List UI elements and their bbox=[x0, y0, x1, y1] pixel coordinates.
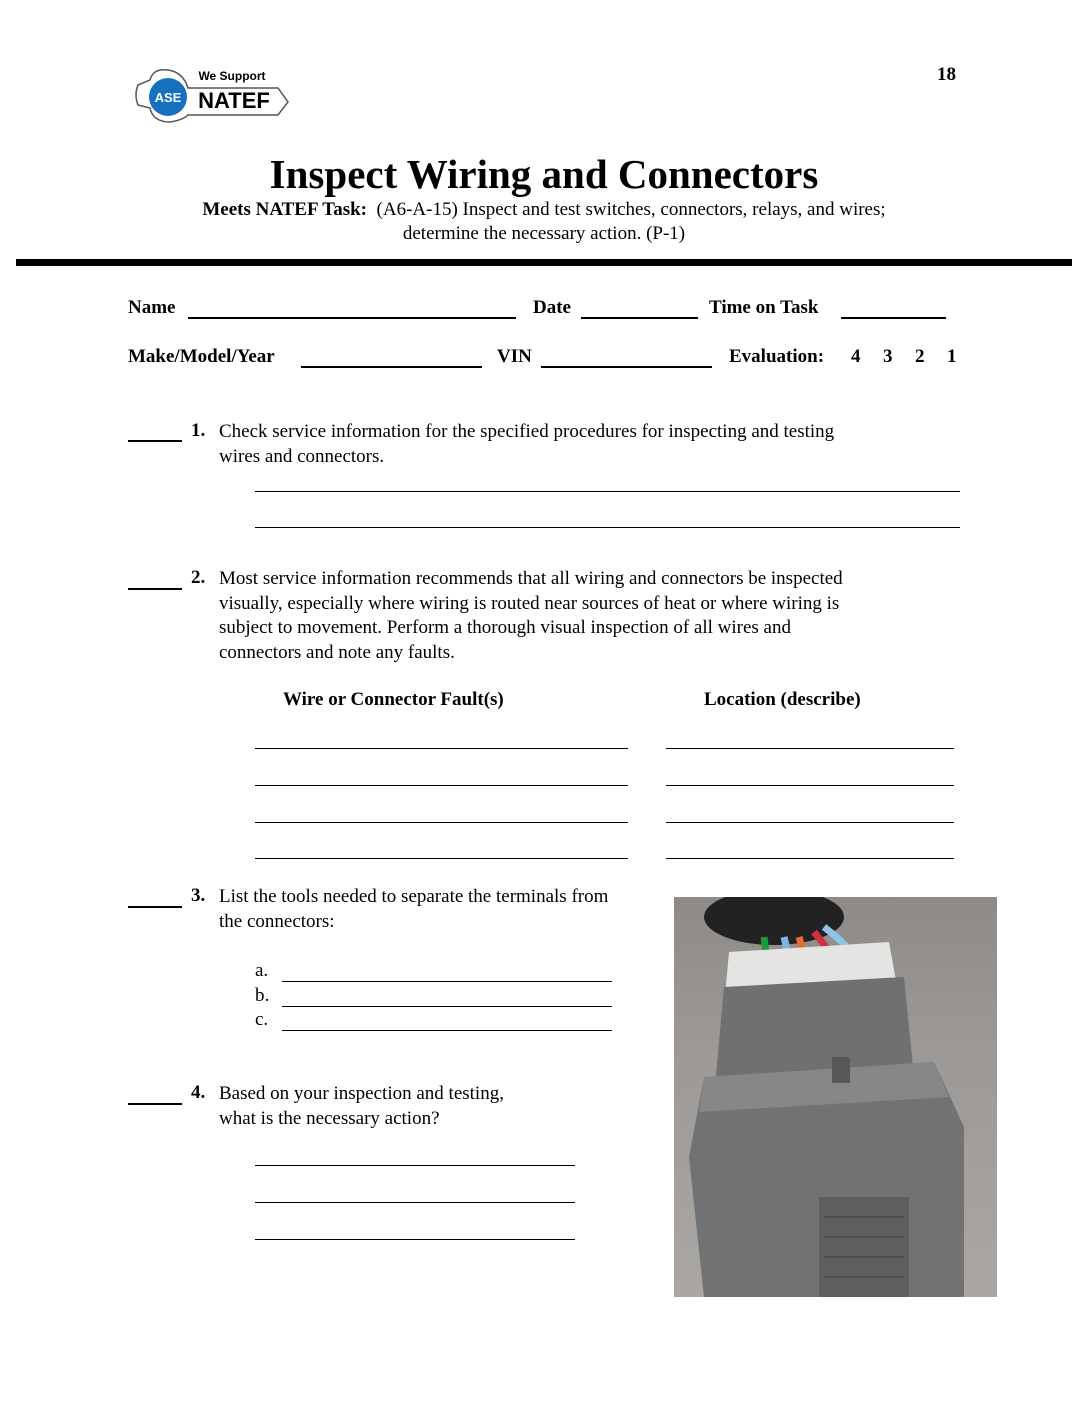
location-line[interactable] bbox=[666, 822, 954, 823]
step-3-text bbox=[219, 885, 608, 934]
answer-line[interactable] bbox=[255, 491, 960, 492]
task-text: (A6-A-15) Inspect and test switches, connectors, relays, and wires; bbox=[376, 199, 886, 220]
fault-line[interactable] bbox=[255, 858, 628, 859]
page-number: 18 bbox=[937, 64, 956, 85]
svg-text:ASE: ASE bbox=[154, 90, 182, 105]
tool-c-label: c. bbox=[255, 1009, 269, 1030]
location-line[interactable] bbox=[666, 858, 954, 859]
task-label: Meets NATEF Task: bbox=[202, 199, 368, 220]
tool-a-label: a. bbox=[255, 960, 269, 981]
score-3[interactable]: 3 bbox=[883, 346, 893, 367]
connector-photo bbox=[674, 897, 997, 1297]
step-1-text bbox=[219, 420, 834, 469]
text-line: the connectors: bbox=[219, 910, 335, 932]
step-4-check[interactable] bbox=[128, 1103, 182, 1105]
natef-logo bbox=[128, 60, 298, 145]
step-3-number: 3. bbox=[191, 885, 206, 906]
name-label: Name bbox=[128, 297, 176, 318]
make-label: Make/Model/Year bbox=[128, 346, 275, 367]
step-4-text bbox=[219, 1082, 504, 1131]
svg-text:NATEF: NATEF bbox=[198, 88, 270, 113]
date-label: Date bbox=[533, 297, 571, 318]
page-title: Inspect Wiring and Connectors bbox=[269, 151, 819, 197]
task-line-1 bbox=[0, 199, 1088, 221]
score-4[interactable]: 4 bbox=[851, 346, 861, 367]
make-field[interactable] bbox=[301, 366, 482, 368]
text-line: connectors and note any faults. bbox=[219, 641, 455, 663]
answer-line[interactable] bbox=[255, 527, 960, 528]
location-line[interactable] bbox=[666, 785, 954, 786]
score-2[interactable]: 2 bbox=[915, 346, 925, 367]
text-line: wires and connectors. bbox=[219, 445, 385, 467]
text-line: List the tools needed to separate the terminals from bbox=[219, 886, 609, 907]
text-line: Based on your inspection and testing, bbox=[219, 1083, 504, 1104]
time-field[interactable] bbox=[841, 317, 946, 319]
location-column-header: Location (describe) bbox=[704, 689, 861, 710]
fault-line[interactable] bbox=[255, 785, 628, 786]
text-line: Check service information for the specified procedures for inspecting and testing bbox=[219, 421, 835, 442]
step-1-number: 1. bbox=[191, 420, 206, 441]
name-field[interactable] bbox=[188, 317, 516, 319]
task-line-2: determine the necessary action. (P-1) bbox=[402, 223, 686, 244]
time-label: Time on Task bbox=[709, 297, 819, 318]
text-line: what is the necessary action? bbox=[219, 1107, 440, 1129]
step-3-check[interactable] bbox=[128, 906, 182, 908]
fault-column-header: Wire or Connector Fault(s) bbox=[283, 689, 504, 710]
step-1-check[interactable] bbox=[128, 440, 182, 442]
tool-b-line[interactable] bbox=[282, 1006, 612, 1007]
tool-a-line[interactable] bbox=[282, 981, 612, 982]
tool-c-line[interactable] bbox=[282, 1030, 612, 1031]
tool-b-label: b. bbox=[255, 985, 270, 1006]
evaluation-label: Evaluation: bbox=[729, 346, 825, 367]
step-2-text bbox=[219, 567, 843, 665]
vin-field[interactable] bbox=[541, 366, 712, 368]
header-divider bbox=[16, 259, 1072, 266]
text-line: visually, especially where wiring is routed near sources of heat or where wiring is bbox=[219, 592, 840, 614]
step-2-check[interactable] bbox=[128, 588, 182, 590]
step-4-number: 4. bbox=[191, 1082, 206, 1103]
action-line[interactable] bbox=[255, 1202, 575, 1203]
text-line: subject to movement. Perform a thorough visual inspection of all wires and bbox=[219, 617, 791, 638]
action-line[interactable] bbox=[255, 1239, 575, 1240]
location-line[interactable] bbox=[666, 748, 954, 749]
step-2-number: 2. bbox=[191, 567, 206, 588]
svg-text:We Support: We Support bbox=[198, 69, 266, 83]
text-line: Most service information recommends that all wiring and connectors be inspected bbox=[219, 568, 843, 589]
action-line[interactable] bbox=[255, 1165, 575, 1166]
fault-line[interactable] bbox=[255, 822, 628, 823]
score-1[interactable]: 1 bbox=[947, 346, 957, 367]
vin-label: VIN bbox=[497, 346, 532, 367]
fault-line[interactable] bbox=[255, 748, 628, 749]
date-field[interactable] bbox=[581, 317, 698, 319]
